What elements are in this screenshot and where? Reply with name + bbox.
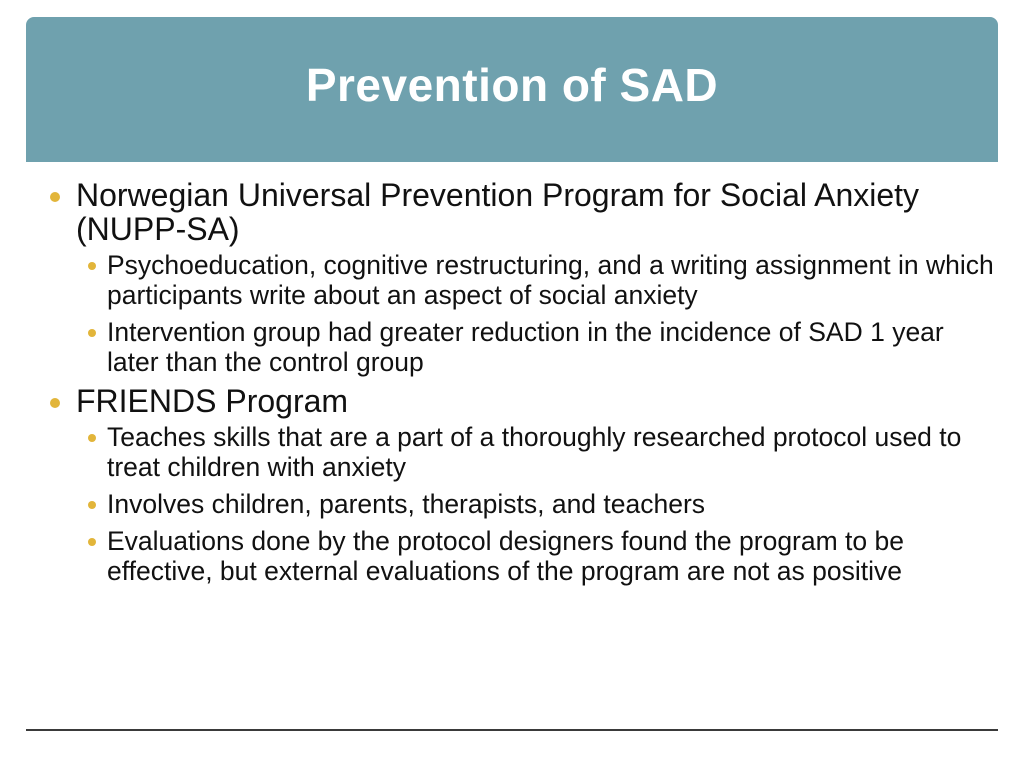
slide-content	[44, 178, 994, 593]
sub-bullet-dot-icon	[88, 538, 96, 546]
bullet-item-nupp-sa	[44, 178, 994, 377]
sub-bullet-dot-icon	[88, 262, 96, 270]
sub-bullet-item	[76, 489, 994, 519]
slide-title-bar	[26, 17, 998, 162]
sub-bullet-dot-icon	[88, 501, 96, 509]
sub-bullet-item	[76, 526, 994, 586]
sub-bullet-text: Involves children, parents, therapists, and teachers	[107, 489, 706, 519]
sub-bullet-list	[76, 250, 994, 377]
bullet-list	[44, 178, 994, 586]
sub-bullet-dot-icon	[88, 329, 96, 337]
sub-bullet-item	[76, 317, 994, 377]
sub-bullet-text: Intervention group had greater reduction in the incidence of SAD 1 year later than the control group	[107, 317, 944, 377]
sub-bullet-item	[76, 422, 994, 482]
bullet-text: Norwegian Universal Prevention Program for Social Anxiety (NUPP-SA)	[76, 177, 920, 247]
sub-bullet-dot-icon	[88, 434, 96, 442]
bullet-dot-icon	[50, 398, 60, 408]
bottom-divider	[26, 729, 998, 731]
sub-bullet-text: Teaches skills that are a part of a thoroughly researched protocol used to treat children with anxiety	[107, 422, 962, 482]
sub-bullet-list	[76, 422, 994, 586]
sub-bullet-text: Psychoeducation, cognitive restructuring, and a writing assignment in which participants write about an aspect of social anxiety	[107, 250, 994, 310]
sub-bullet-item	[76, 250, 994, 310]
slide-title: Prevention of SAD	[305, 58, 719, 111]
sub-bullet-text: Evaluations done by the protocol designers found the program to be effective, but external evaluations of the program are not as positive	[107, 526, 904, 586]
bullet-text: FRIENDS Program	[76, 383, 349, 419]
bullet-dot-icon	[50, 192, 60, 202]
bullet-item-friends	[44, 384, 994, 586]
